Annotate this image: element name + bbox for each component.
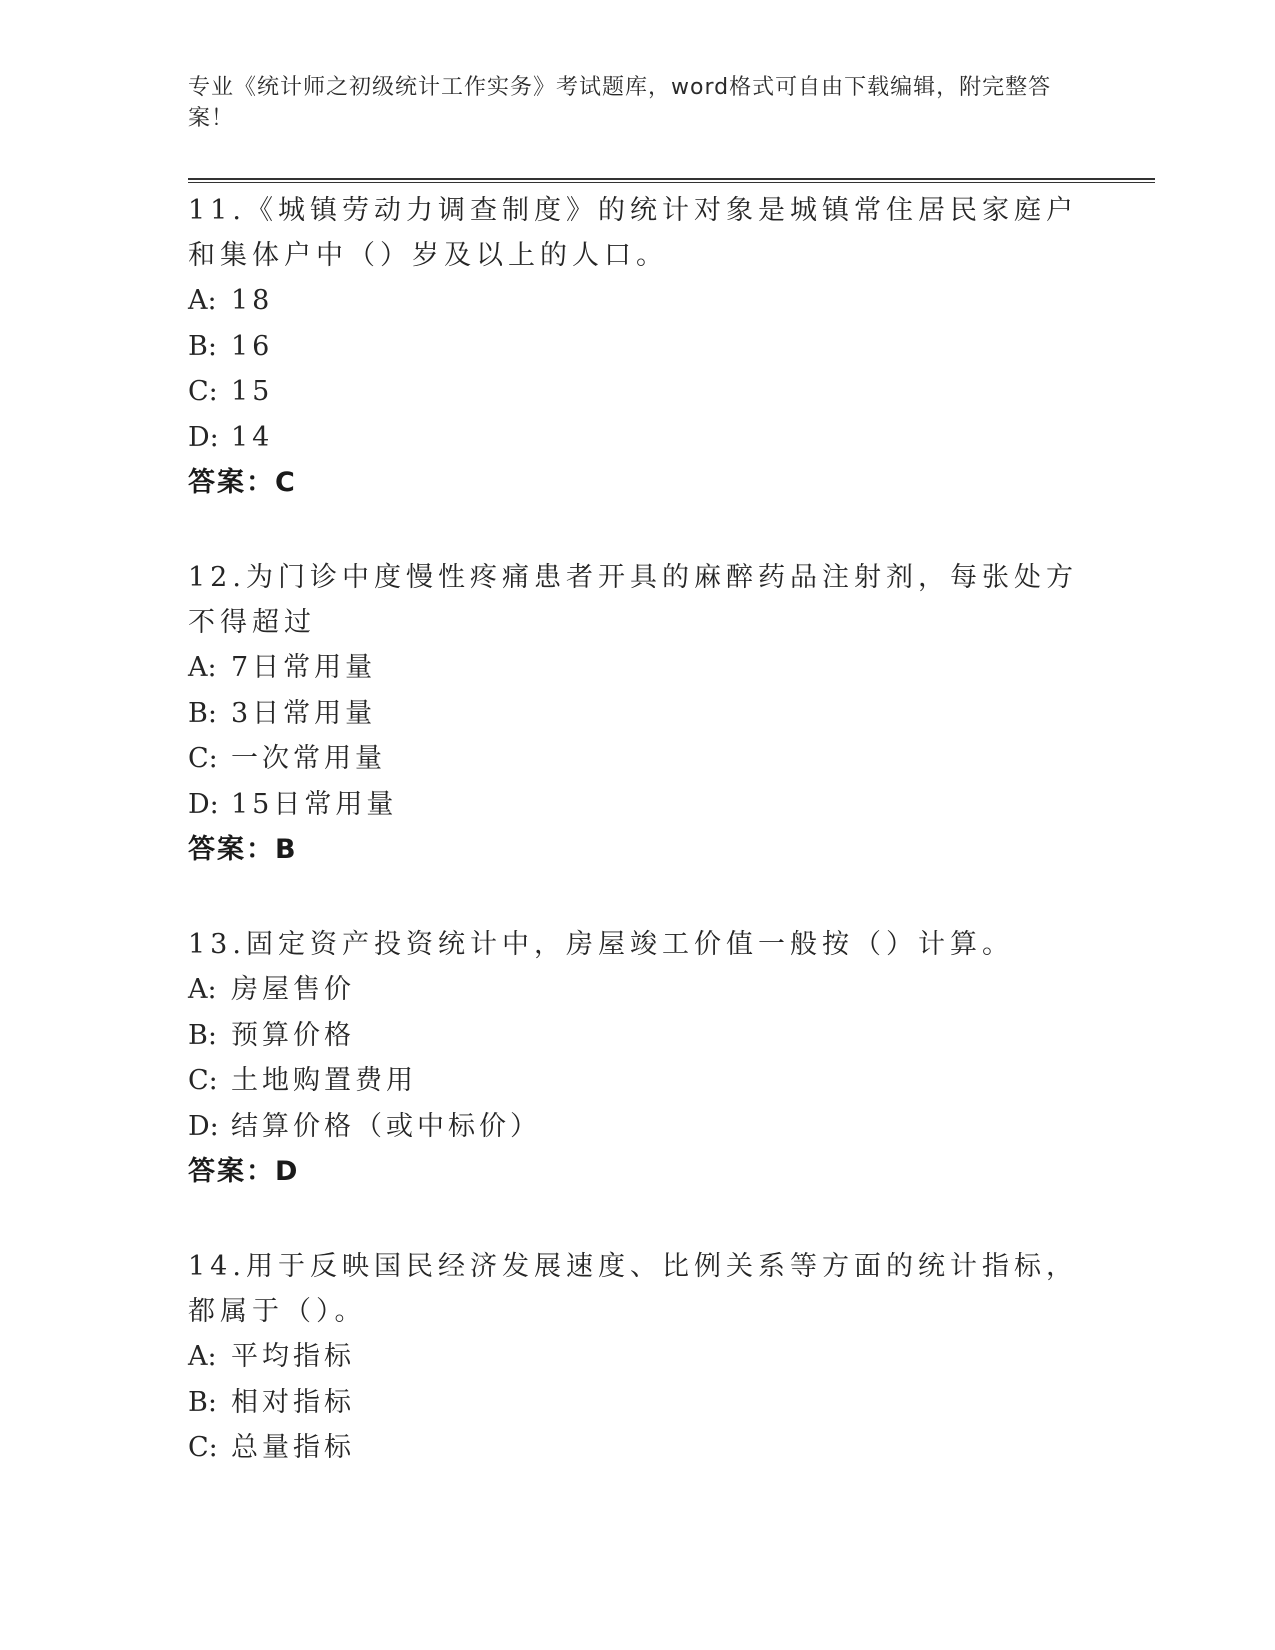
option-text: 18 [231,285,274,316]
option-b [188,1013,1088,1059]
option-letter: C: [188,743,218,774]
option-c [188,1058,1088,1104]
option-b [188,691,1088,737]
option-letter: A: [188,652,217,683]
option-text: 总量指标 [231,1432,355,1463]
option-text: 相对指标 [231,1386,355,1418]
option-c [188,1425,1088,1471]
question-stem: 14.用于反映国民经济发展速度、比例关系等方面的统计指标，都属于（）。 [188,1251,1078,1327]
option-text: 16 [231,330,274,362]
option-text: 平均指标 [231,1341,355,1372]
question-11 [188,188,1088,505]
document-intro: 专业《统计师之初级统计工作实务》考试题库，word格式可自由下载编辑，附完整答案！ [188,75,1052,131]
option-letter: B: [188,697,217,729]
option-text: 7日常用量 [231,652,377,683]
option-letter: B: [188,330,217,362]
option-d [188,415,1088,461]
option-letter: A: [188,285,217,316]
option-letter: C: [188,376,218,407]
option-d [188,1104,1088,1150]
option-a [188,645,1088,691]
option-text: 一次常用量 [231,743,386,774]
option-text: 土地购置费用 [231,1065,417,1096]
option-text: 15 [231,376,274,407]
question-14 [188,1244,1088,1471]
option-text: 15日常用量 [231,788,398,820]
option-letter: D: [188,788,219,820]
answer-line: 答案：C [188,467,297,498]
option-text: 14 [231,421,274,453]
option-b [188,324,1088,370]
option-letter: A: [188,1341,217,1372]
option-text: 结算价格（或中标价） [231,1110,541,1142]
option-letter: B: [188,1386,217,1418]
question-13 [188,922,1088,1194]
option-letter: C: [188,1065,218,1096]
option-letter: D: [188,421,219,453]
option-letter: B: [188,1019,217,1051]
question-list [188,188,1088,1471]
answer-line: 答案：B [188,834,298,865]
option-letter: D: [188,1110,219,1142]
question-stem: 13.固定资产投资统计中，房屋竣工价值一般按（）计算。 [188,929,1014,960]
option-text: 3日常用量 [231,697,377,729]
option-d [188,782,1088,828]
question-stem: 11.《城镇劳动力调查制度》的统计对象是城镇常住居民家庭户和集体户中（）岁及以上的人口。 [188,195,1078,271]
option-c [188,369,1088,415]
option-a [188,278,1088,324]
option-b [188,1380,1088,1426]
option-letter: A: [188,974,217,1005]
option-letter: C: [188,1432,218,1463]
option-text: 预算价格 [231,1019,355,1051]
question-12 [188,555,1088,872]
option-a [188,967,1088,1013]
option-c [188,736,1088,782]
answer-line: 答案：D [188,1156,300,1187]
header-divider [188,178,1155,183]
option-text: 房屋售价 [231,974,355,1005]
option-a [188,1334,1088,1380]
question-stem: 12.为门诊中度慢性疼痛患者开具的麻醉药品注射剂，每张处方不得超过 [188,562,1078,638]
